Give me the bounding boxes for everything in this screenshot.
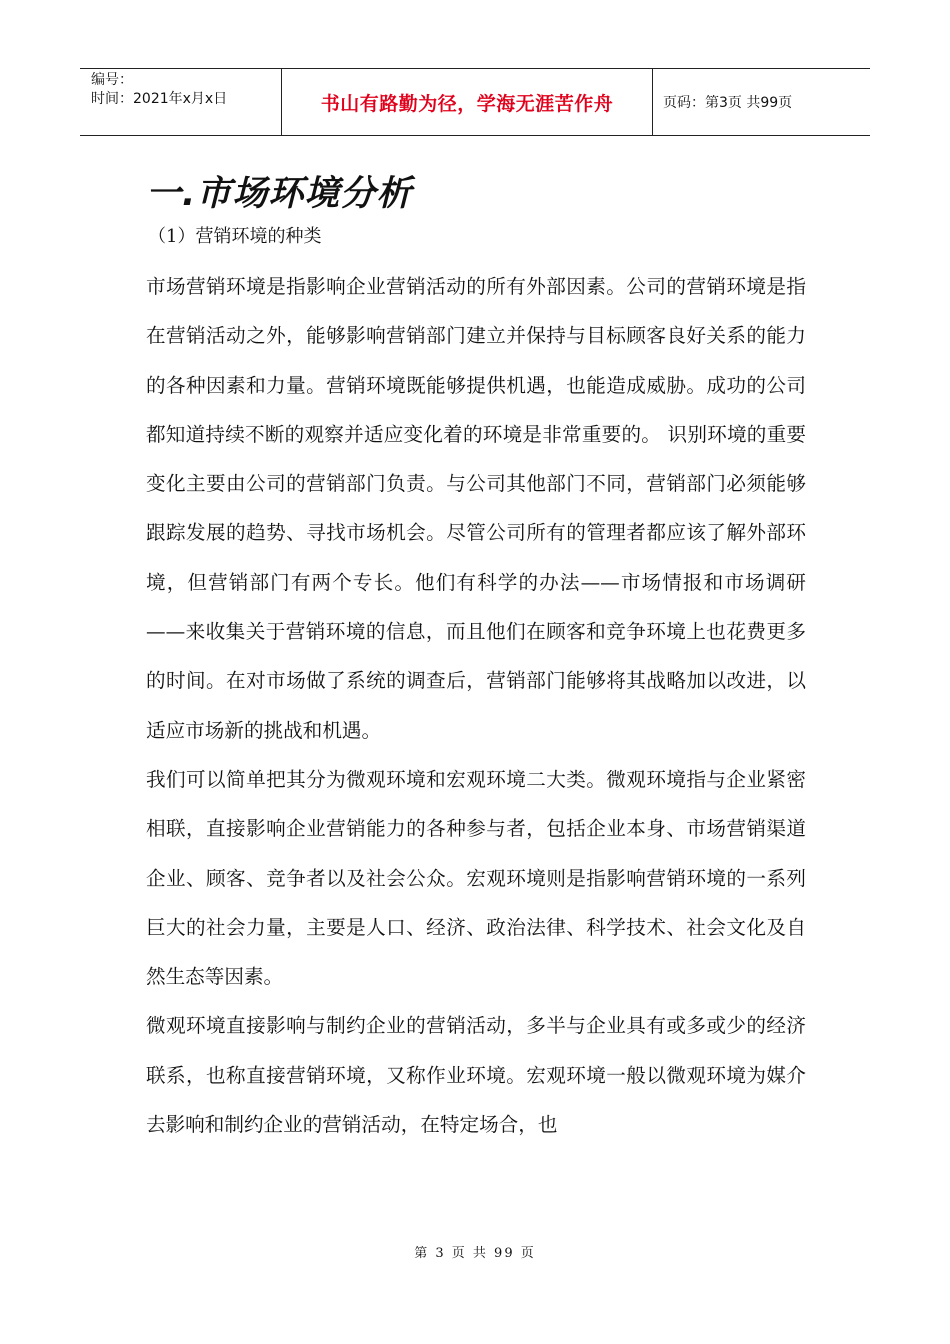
header-table bbox=[80, 68, 870, 136]
page-footer: 第 3 页 共 99 页 bbox=[414, 1246, 536, 1261]
section-title: 一.市场环境分析 bbox=[146, 174, 413, 214]
document-number-label: 编号： bbox=[91, 72, 133, 88]
subsection-title: （1）营销环境的种类 bbox=[148, 226, 322, 247]
paragraph: 市场营销环境是指影响企业营销活动的所有外部因素。公司的营销环境是指在营销活动之外，能够影响营销部门建立并保持与目标顾客良好关系的能力的各种因素和力量。营销环境既能够提供机遇，也能造成威胁。成功的公司都知道持续不断的观察并适应变化着的环境是非常重要的。 识别环境的重要变化主要由公司的营销部门负责。与公司其他部门不同，营销部门必须能够跟踪发展的趋势、寻找市场机会。尽管公司所有的管理者都应该了解外部环境，但营销部门有两个专长。他们有科学的办法——市场情报和市场调研——来收集关于营销环境的信息，而且他们在顾客和竞争环境上也花费更多的时间。在对市场做了系统的调查后，营销部门能够将其战略加以改进，以适应市场新的挑战和机遇。 bbox=[146, 275, 806, 742]
paragraph: 微观环境直接影响与制约企业的营销活动，多半与企业具有或多或少的经济联系，也称直接营销环境，又称作业环境。宏观环境一般以微观环境为媒介去影响和制约企业的营销活动，在特定场合，也 bbox=[146, 1014, 806, 1137]
header-page-info: 页码：第3页 共99页 bbox=[663, 95, 793, 111]
paragraph: 我们可以简单把其分为微观环境和宏观环境二大类。微观环境指与企业紧密相联，直接影响企业营销能力的各种参与者，包括企业本身、市场营销渠道企业、顾客、竞争者以及社会公众。宏观环境则是指影响营销环境的一系列巨大的社会力量，主要是人口、经济、政治法律、科学技术、社会文化及自然生态等因素。 bbox=[146, 767, 806, 989]
document-time-label: 时间：2021年x月x日 bbox=[91, 91, 228, 107]
header-motto: 书山有路勤为径，学海无涯苦作舟 bbox=[282, 69, 653, 135]
header-meta-cell bbox=[80, 69, 282, 135]
document-body bbox=[146, 262, 806, 1149]
